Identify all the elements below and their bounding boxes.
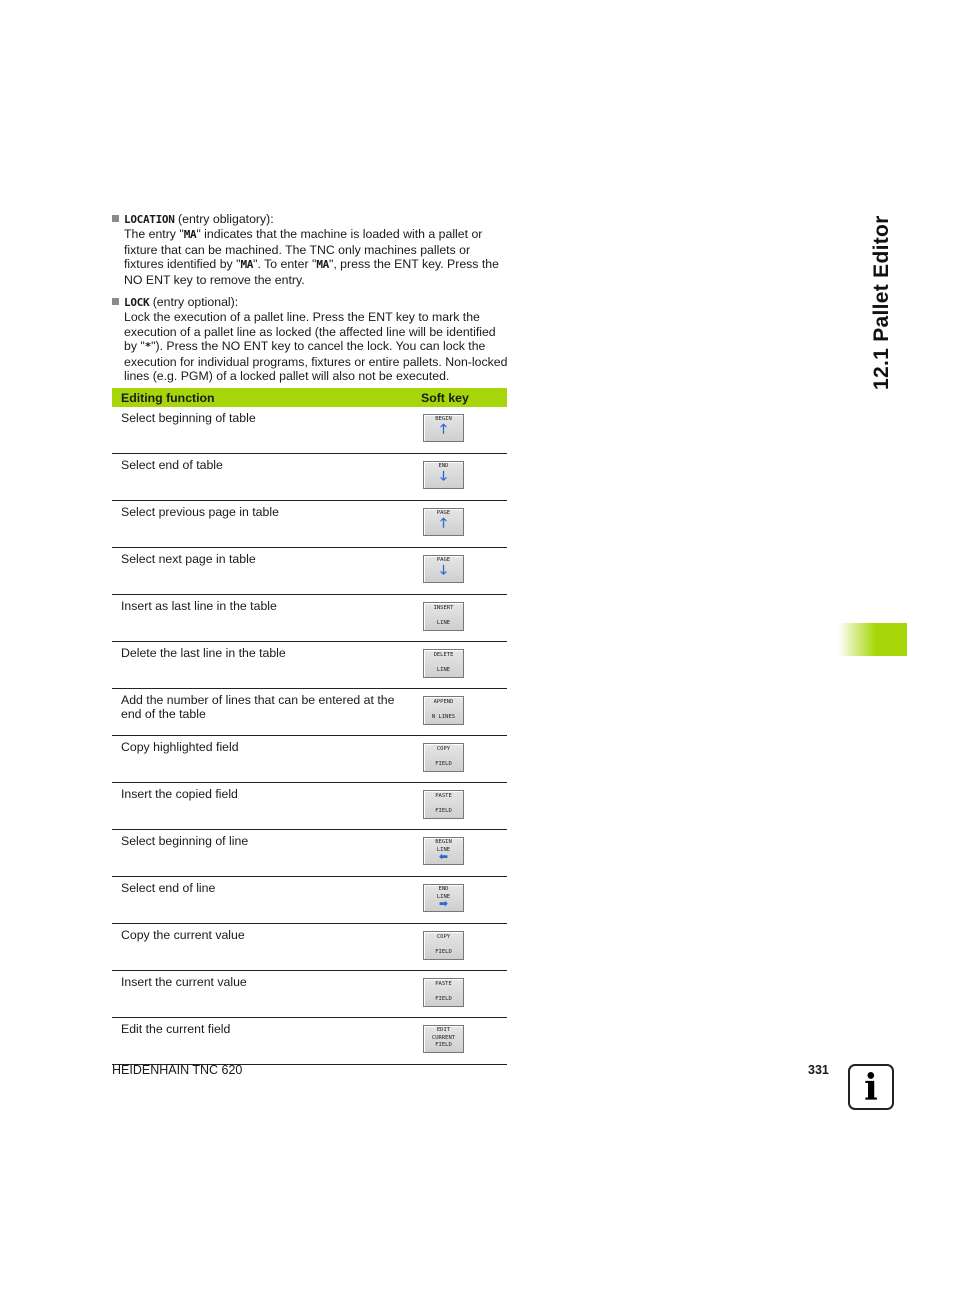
soft-key-label: EDIT: [436, 1027, 451, 1033]
bullet-keyword: LOCATION: [124, 213, 175, 226]
bullet-keyword-note: (entry optional):: [149, 295, 239, 310]
bullet-keyword-note: (entry obligatory):: [174, 212, 274, 226]
footer-product-name: HEIDENHAIN TNC 620: [112, 1063, 243, 1077]
soft-key-cell: [414, 924, 507, 971]
soft-key-button[interactable]: [423, 931, 464, 960]
table-row: [112, 1018, 507, 1065]
table-row: [112, 924, 507, 971]
inline-code: MA: [183, 228, 197, 242]
table-header-row: [112, 388, 507, 407]
soft-key-cell: [414, 407, 507, 454]
soft-key-cell: [414, 783, 507, 830]
table-row: [112, 642, 507, 689]
editing-function-cell: Delete the last line in the table: [112, 642, 414, 689]
inline-code: *: [144, 340, 152, 354]
soft-key-cell: [414, 736, 507, 783]
arrow-right-icon: ➡: [438, 897, 449, 910]
soft-key-label: CURRENT: [431, 1034, 456, 1041]
soft-key-cell: [414, 689, 507, 736]
editing-function-cell: Insert the current value: [112, 971, 414, 1018]
soft-key-label: BEGIN: [435, 839, 452, 845]
header-editing-function: Editing function: [112, 388, 414, 407]
soft-key-cell: [414, 548, 507, 595]
bullet-heading: [124, 212, 508, 227]
soft-key-cell: [414, 877, 507, 924]
chapter-tab-marker: [838, 623, 907, 656]
arrow-down-icon: 🡓: [440, 469, 447, 484]
bullet-description: [124, 227, 508, 287]
soft-key-label: FIELD: [435, 760, 452, 767]
editing-function-cell: Insert the copied field: [112, 783, 414, 830]
editing-function-cell: Copy highlighted field: [112, 736, 414, 783]
info-icon: i: [848, 1064, 894, 1110]
table-row: [112, 689, 507, 736]
table-row: [112, 454, 507, 501]
arrow-up-icon: 🡑: [440, 516, 447, 531]
bullet-square-icon: [112, 215, 119, 222]
soft-key-label: FIELD: [435, 995, 452, 1002]
soft-key-label: FIELD: [435, 1042, 452, 1048]
text-run: "). Press the NO ENT key to cancel the lock. You can lock the execution for individual programs, fixtures or entire pallets. Non-locked lines (e.g. PGM) of a locked pallet will also not be executed.: [124, 339, 508, 384]
soft-key-cell: [414, 971, 507, 1018]
page-number: 331: [808, 1063, 829, 1077]
editing-function-cell: Copy the current value: [112, 924, 414, 971]
soft-key-label: FIELD: [435, 948, 452, 955]
soft-key-label: PAGE: [436, 510, 451, 516]
table-row: [112, 971, 507, 1018]
table-row: [112, 877, 507, 924]
editing-function-cell: Select next page in table: [112, 548, 414, 595]
soft-key-label: END: [438, 886, 449, 892]
text-run: ". To enter ": [253, 257, 317, 272]
soft-key-button[interactable]: [423, 790, 464, 819]
table-row: [112, 830, 507, 877]
soft-key-label: COPY: [436, 934, 451, 940]
soft-key-button[interactable]: [423, 508, 464, 536]
bullet-item: [112, 212, 508, 287]
soft-key-button[interactable]: [423, 461, 464, 489]
editing-function-cell: Select end of table: [112, 454, 414, 501]
arrow-up-icon: 🡑: [440, 422, 447, 437]
soft-key-button[interactable]: [423, 602, 464, 631]
inline-code: MA: [316, 258, 329, 272]
editing-function-cell: Edit the current field: [112, 1018, 414, 1065]
soft-key-label: PAGE: [436, 557, 451, 563]
arrow-down-icon: 🡓: [440, 563, 447, 578]
soft-key-label: N LINES: [431, 713, 456, 720]
soft-key-label: INSERT: [433, 605, 454, 611]
soft-key-button[interactable]: [423, 649, 464, 678]
soft-key-label: FIELD: [435, 807, 452, 814]
inline-code: MA: [240, 258, 254, 272]
editing-function-cell: Select beginning of table: [112, 407, 414, 454]
table-row: [112, 407, 507, 454]
table-row: [112, 595, 507, 642]
soft-key-cell: [414, 642, 507, 689]
editing-function-cell: Insert as last line in the table: [112, 595, 414, 642]
soft-key-button[interactable]: [423, 414, 464, 442]
soft-key-button[interactable]: [423, 743, 464, 772]
soft-key-label: APPEND: [433, 699, 454, 705]
soft-key-cell: [414, 454, 507, 501]
soft-key-label: LINE: [436, 893, 451, 900]
soft-key-cell: [414, 830, 507, 877]
table-row: [112, 783, 507, 830]
soft-key-cell: [414, 501, 507, 548]
bullet-heading: [124, 295, 508, 310]
text-run: ", press the ENT key. Press the NO ENT key to remove the entry.: [124, 257, 499, 287]
soft-key-button[interactable]: [423, 696, 464, 725]
editing-function-cell: Add the number of lines that can be entered at the end of the table: [112, 689, 414, 736]
bullet-item: [112, 295, 508, 383]
soft-key-button[interactable]: [423, 837, 464, 865]
soft-key-button[interactable]: [423, 555, 464, 583]
bullet-list: [112, 212, 508, 391]
table-row: [112, 501, 507, 548]
soft-key-label: LINE: [436, 619, 451, 626]
soft-key-cell: [414, 595, 507, 642]
soft-key-label: END: [438, 463, 449, 469]
soft-key-label: DELETE: [433, 652, 454, 658]
soft-key-button[interactable]: [423, 1025, 464, 1053]
editing-functions-table: [112, 388, 507, 1065]
soft-key-label: COPY: [436, 746, 451, 752]
arrow-left-icon: ⬅: [438, 850, 449, 863]
soft-key-label: BEGIN: [435, 416, 452, 422]
soft-key-label: LINE: [436, 666, 451, 673]
bullet-square-icon: [112, 298, 119, 305]
text-run: " indicates that the machine is loaded with a pallet or fixture that can be machined. The TNC only machines pallets or fixtures identified by ": [124, 227, 483, 272]
soft-key-label: PASTE: [435, 981, 452, 987]
soft-key-button[interactable]: [423, 884, 464, 912]
editing-function-cell: Select previous page in table: [112, 501, 414, 548]
bullet-keyword: LOCK: [124, 296, 150, 310]
editing-function-cell: Select end of line: [112, 877, 414, 924]
table-row: [112, 736, 507, 783]
table-row: [112, 548, 507, 595]
soft-key-label: LINE: [436, 846, 451, 853]
soft-key-button[interactable]: [423, 978, 464, 1007]
soft-key-cell: [414, 1018, 507, 1065]
text-run: Lock the execution of a pallet line. Press the ENT key to mark the execution of a pallet line as locked (the affected line will be identified by ": [124, 310, 496, 354]
soft-key-label: PASTE: [435, 793, 452, 799]
header-soft-key: Soft key: [414, 388, 507, 407]
bullet-description: [124, 310, 508, 383]
text-run: The entry ": [124, 227, 184, 242]
side-title: 12.1 Pallet Editor: [870, 215, 893, 390]
editing-function-cell: Select beginning of line: [112, 830, 414, 877]
